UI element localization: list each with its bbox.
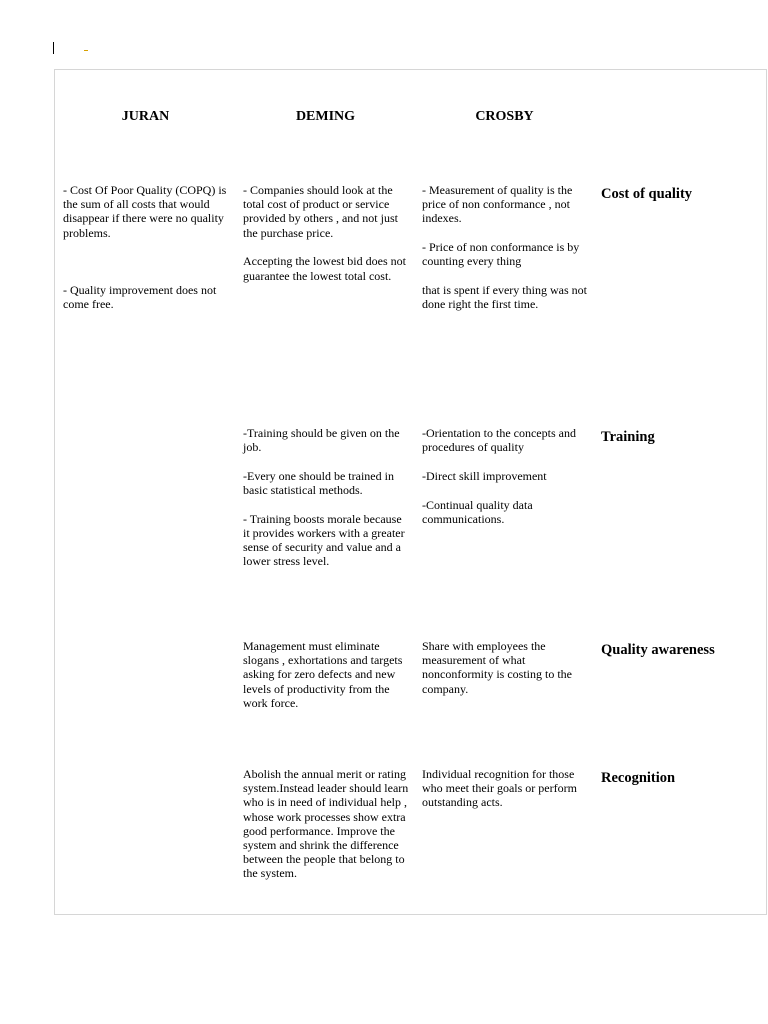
cell-paragraph: -Direct skill improvement <box>422 468 547 483</box>
cell-deming-quality-awareness <box>243 639 411 725</box>
cell-crosby-quality-awareness <box>422 639 590 710</box>
marker-dash <box>84 50 88 51</box>
cell-paragraph: - Measurement of quality is the price of non conformance , not indexes. <box>422 183 573 226</box>
cell-juran-cost-of-quality <box>63 183 231 326</box>
header-juran: JURAN <box>121 109 170 124</box>
cell-paragraph: that is spent if every thing was not done right the first time. <box>422 283 587 312</box>
header-deming: DEMING <box>295 109 356 124</box>
cell-crosby-cost-of-quality <box>422 183 590 326</box>
cell-paragraph: Individual recognition for those who meet their goals or perform outstanding acts. <box>422 767 577 810</box>
cell-deming-cost-of-quality <box>243 183 411 297</box>
cell-crosby-recognition <box>422 767 590 824</box>
cell-crosby-training <box>422 426 590 541</box>
cell-paragraph: - Quality improvement does not come free. <box>63 282 217 312</box>
cell-paragraph: Accepting the lowest bid does not guarantee the lowest total cost. <box>243 254 406 283</box>
row-label-quality-awareness: Quality awareness <box>601 642 715 658</box>
text-cursor <box>53 42 54 54</box>
cell-paragraph: - Price of non conformance is by counting every thing <box>422 240 580 269</box>
cell-paragraph: -Training should be given on the job. <box>243 426 400 455</box>
cell-paragraph: Share with employees the measurement of what nonconformity is costing to the company. <box>422 639 572 696</box>
cell-deming-recognition <box>243 767 411 895</box>
cell-deming-training <box>243 426 411 583</box>
cell-paragraph: -Every one should be trained in basic statistical methods. <box>243 468 394 498</box>
row-label-training: Training <box>601 429 655 445</box>
cell-paragraph: - Companies should look at the total cost of product or service provided by others , and not just the purchase price. <box>243 183 398 240</box>
header-crosby: CROSBY <box>475 109 534 124</box>
cell-paragraph: Management must eliminate slogans , exhortations and targets asking for zero defects and new levels of productivity from the work force. <box>243 639 403 710</box>
cell-paragraph: - Training boosts morale because it provides workers with a greater sense of security and value and a lower stress level. <box>243 511 405 569</box>
cell-paragraph: -Orientation to the concepts and procedures of quality <box>422 426 576 455</box>
row-label-recognition: Recognition <box>601 770 676 786</box>
cell-paragraph: -Continual quality data communications. <box>422 497 533 526</box>
row-label-cost-of-quality: Cost of quality <box>601 186 693 202</box>
cell-paragraph: - Cost Of Poor Quality (COPQ) is the sum of all costs that would disappear if there were no quality problems. <box>63 183 227 240</box>
cell-paragraph: Abolish the annual merit or rating system.Instead leader should learn who is in need of individual help , whose work processes show extra good performance. Improve the system and shrink the difference between the people that belong to the system. <box>243 767 409 881</box>
